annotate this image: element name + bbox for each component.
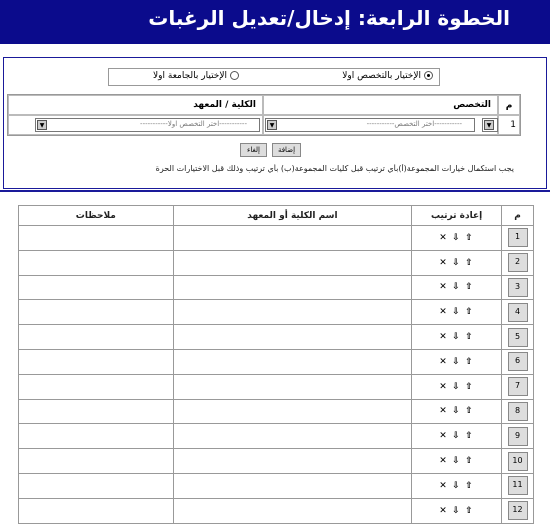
sel-row-num-cell bbox=[498, 115, 520, 135]
reorder-cell bbox=[412, 374, 502, 399]
row-number-cell bbox=[502, 374, 534, 399]
col-m-header: م bbox=[502, 206, 534, 226]
row-number-button[interactable]: 9 bbox=[508, 427, 528, 446]
row-number-cell bbox=[502, 226, 534, 251]
arrow-down-icon[interactable]: ⇩ bbox=[452, 257, 461, 268]
reorder-cell bbox=[412, 449, 502, 474]
notes-cell bbox=[19, 424, 174, 449]
row-number-button[interactable]: 3 bbox=[508, 278, 528, 297]
arrow-up-icon[interactable]: ⇧ bbox=[465, 232, 474, 243]
table-row bbox=[19, 325, 534, 350]
reorder-cell bbox=[412, 349, 502, 374]
preferences-table bbox=[18, 205, 534, 524]
delete-icon[interactable]: ✕ bbox=[439, 406, 448, 417]
reorder-cell bbox=[412, 473, 502, 498]
arrow-up-icon[interactable]: ⇧ bbox=[465, 431, 474, 442]
faculty-cell bbox=[173, 449, 411, 474]
reorder-cell bbox=[412, 498, 502, 523]
reorder-cell bbox=[412, 226, 502, 251]
notes-cell bbox=[19, 226, 174, 251]
chevron-down-icon[interactable]: ▼ bbox=[484, 120, 494, 130]
radio-university-first[interactable] bbox=[153, 71, 239, 81]
page-header bbox=[0, 0, 550, 44]
ordering-note: يجب استكمال خيارات المجموعة(أ)بأي ترتيب قبل كليات المجموعة(ب) بأي ترتيب وذلك قبل الاختيارات الحرة bbox=[155, 164, 514, 173]
table-header-row bbox=[19, 206, 534, 226]
row-number-button[interactable]: 7 bbox=[508, 377, 528, 396]
specialty-select[interactable] bbox=[265, 118, 475, 132]
notes-cell bbox=[19, 275, 174, 300]
delete-icon[interactable]: ✕ bbox=[439, 381, 448, 392]
reorder-cell bbox=[412, 275, 502, 300]
faculty-cell bbox=[173, 275, 411, 300]
table-row bbox=[19, 399, 534, 424]
notes-cell bbox=[19, 250, 174, 275]
faculty-cell bbox=[173, 498, 411, 523]
arrow-up-icon[interactable]: ⇧ bbox=[465, 307, 474, 318]
sel-col-faculty: الكلية / المعهد bbox=[8, 95, 263, 115]
arrow-down-icon[interactable]: ⇩ bbox=[452, 480, 461, 491]
row-number-cell bbox=[502, 449, 534, 474]
table-row bbox=[19, 473, 534, 498]
arrow-up-icon[interactable]: ⇧ bbox=[465, 381, 474, 392]
row-number-select[interactable] bbox=[482, 118, 498, 132]
chevron-down-icon[interactable]: ▼ bbox=[37, 120, 47, 130]
row-number-cell bbox=[502, 424, 534, 449]
radio-university-label: الإختيار بالجامعة اولا bbox=[153, 71, 227, 81]
delete-icon[interactable]: ✕ bbox=[439, 431, 448, 442]
radio-unselected-icon[interactable] bbox=[230, 71, 239, 80]
table-row bbox=[19, 349, 534, 374]
arrow-up-icon[interactable]: ⇧ bbox=[465, 257, 474, 268]
table-row bbox=[19, 424, 534, 449]
row-number-button[interactable]: 2 bbox=[508, 253, 528, 272]
sel-col-specialty: التخصص bbox=[263, 95, 498, 115]
faculty-cell bbox=[173, 374, 411, 399]
arrow-down-icon[interactable]: ⇩ bbox=[452, 381, 461, 392]
arrow-down-icon[interactable]: ⇩ bbox=[452, 456, 461, 467]
sel-col-m: م bbox=[498, 95, 520, 115]
reorder-cell bbox=[412, 399, 502, 424]
radio-specialty-first[interactable] bbox=[342, 71, 433, 81]
arrow-up-icon[interactable]: ⇧ bbox=[465, 356, 474, 367]
row-number-button[interactable]: 6 bbox=[508, 352, 528, 371]
faculty-cell bbox=[173, 473, 411, 498]
faculty-select[interactable] bbox=[35, 118, 260, 132]
arrow-down-icon[interactable]: ⇩ bbox=[452, 282, 461, 293]
col-notes-header: ملاحظات bbox=[19, 206, 174, 226]
radio-selected-icon[interactable] bbox=[424, 71, 433, 80]
table-row bbox=[19, 449, 534, 474]
page-title: الخطوة الرابعة: إدخال/تعديل الرغبات bbox=[148, 6, 510, 30]
table-row bbox=[19, 300, 534, 325]
faculty-cell bbox=[173, 300, 411, 325]
reorder-cell bbox=[412, 325, 502, 350]
col-faculty-header: اسم الكلية أو المعهد bbox=[173, 206, 411, 226]
notes-cell bbox=[19, 449, 174, 474]
arrow-down-icon[interactable]: ⇩ bbox=[452, 356, 461, 367]
table-row bbox=[19, 226, 534, 251]
arrow-up-icon[interactable]: ⇧ bbox=[465, 456, 474, 467]
delete-icon[interactable]: ✕ bbox=[439, 505, 448, 516]
delete-icon[interactable]: ✕ bbox=[439, 257, 448, 268]
faculty-cell bbox=[173, 399, 411, 424]
faculty-cell bbox=[173, 226, 411, 251]
arrow-down-icon[interactable]: ⇩ bbox=[452, 232, 461, 243]
delete-icon[interactable]: ✕ bbox=[439, 232, 448, 243]
faculty-cell bbox=[173, 349, 411, 374]
faculty-cell bbox=[173, 424, 411, 449]
row-number-cell bbox=[502, 325, 534, 350]
reorder-cell bbox=[412, 424, 502, 449]
arrow-down-icon[interactable]: ⇩ bbox=[452, 406, 461, 417]
table-row bbox=[19, 275, 534, 300]
notes-cell bbox=[19, 399, 174, 424]
row-number-cell bbox=[502, 300, 534, 325]
row-number-button[interactable]: 5 bbox=[508, 328, 528, 347]
delete-icon[interactable]: ✕ bbox=[439, 307, 448, 318]
row-number-cell bbox=[502, 250, 534, 275]
delete-icon[interactable]: ✕ bbox=[439, 456, 448, 467]
table-row bbox=[19, 374, 534, 399]
row-number-button[interactable]: 12 bbox=[508, 501, 528, 520]
chevron-down-icon[interactable]: ▼ bbox=[267, 120, 277, 130]
delete-icon[interactable]: ✕ bbox=[439, 282, 448, 293]
row-number-button[interactable]: 11 bbox=[508, 476, 528, 495]
arrow-up-icon[interactable]: ⇧ bbox=[465, 282, 474, 293]
arrow-up-icon[interactable]: ⇧ bbox=[465, 406, 474, 417]
notes-cell bbox=[19, 498, 174, 523]
delete-icon[interactable]: ✕ bbox=[439, 356, 448, 367]
arrow-down-icon[interactable]: ⇩ bbox=[452, 431, 461, 442]
arrow-up-icon[interactable]: ⇧ bbox=[465, 505, 474, 516]
arrow-down-icon[interactable]: ⇩ bbox=[452, 307, 461, 318]
row-number-cell bbox=[502, 399, 534, 424]
reorder-cell bbox=[412, 300, 502, 325]
arrow-down-icon[interactable]: ⇩ bbox=[452, 332, 461, 343]
sel-row-num: 1 bbox=[510, 120, 516, 130]
reorder-cell bbox=[412, 250, 502, 275]
arrow-down-icon[interactable]: ⇩ bbox=[452, 505, 461, 516]
section-divider bbox=[0, 190, 550, 192]
row-number-cell bbox=[502, 275, 534, 300]
notes-cell bbox=[19, 349, 174, 374]
radio-specialty-label: الإختيار بالتخصص اولا bbox=[342, 71, 421, 81]
arrow-up-icon[interactable]: ⇧ bbox=[465, 332, 474, 343]
notes-cell bbox=[19, 374, 174, 399]
faculty-select-value: -----------اختر التخصص اولا----------- bbox=[140, 120, 247, 128]
notes-cell bbox=[19, 325, 174, 350]
faculty-cell bbox=[173, 325, 411, 350]
row-number-cell bbox=[502, 498, 534, 523]
row-number-button[interactable]: 1 bbox=[508, 228, 528, 247]
row-number-button[interactable]: 10 bbox=[508, 452, 528, 471]
selection-mode-group bbox=[108, 68, 440, 86]
row-number-button[interactable]: 4 bbox=[508, 303, 528, 322]
col-reorder-header: إعادة ترتيب bbox=[412, 206, 502, 226]
cancel-button[interactable]: إلغاء bbox=[240, 143, 267, 157]
arrow-up-icon[interactable]: ⇧ bbox=[465, 480, 474, 491]
delete-icon[interactable]: ✕ bbox=[439, 332, 448, 343]
table-row bbox=[19, 250, 534, 275]
row-number-button[interactable]: 8 bbox=[508, 402, 528, 421]
delete-icon[interactable]: ✕ bbox=[439, 480, 448, 491]
notes-cell bbox=[19, 473, 174, 498]
add-button[interactable]: إضافة bbox=[272, 143, 301, 157]
faculty-cell bbox=[173, 250, 411, 275]
row-number-cell bbox=[502, 349, 534, 374]
notes-cell bbox=[19, 300, 174, 325]
specialty-select-value: -----------اختر التخصص----------- bbox=[366, 120, 462, 128]
row-number-cell bbox=[502, 473, 534, 498]
table-row bbox=[19, 498, 534, 523]
